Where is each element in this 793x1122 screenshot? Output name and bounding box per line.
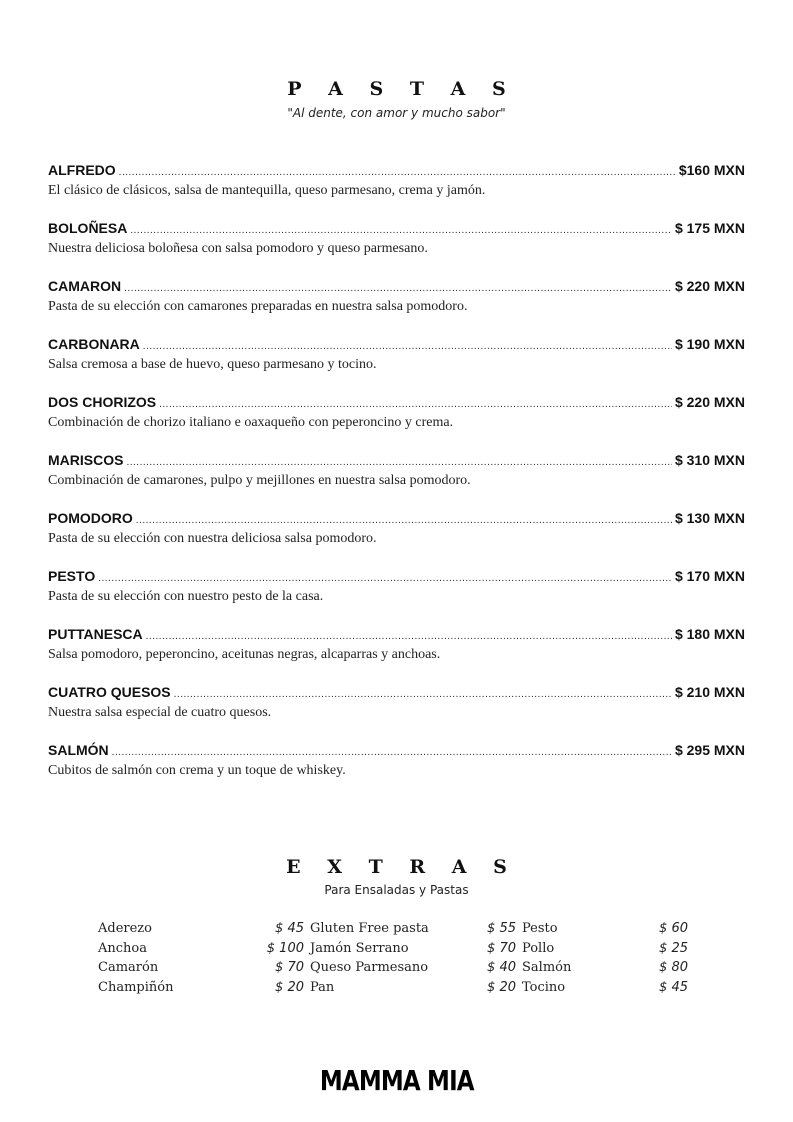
dot-leader xyxy=(174,689,672,700)
extra-item-price: $ 45 xyxy=(659,979,688,995)
menu-item-price: $ 310 MXN xyxy=(674,452,745,468)
logo-text: MAMMA MIA xyxy=(319,1064,474,1097)
menu-item-name: CUATRO QUESOS xyxy=(48,684,171,700)
menu-item-name: DOS CHORIZOS xyxy=(48,394,157,410)
mamma-mia-logo xyxy=(0,1064,793,1097)
extra-item-price: $ 80 xyxy=(659,960,688,976)
menu-item-price: $ 210 MXN xyxy=(674,684,745,700)
menu-item-price: $ 295 MXN xyxy=(674,742,745,758)
dot-leader xyxy=(124,283,672,294)
menu-item xyxy=(48,278,745,336)
menu-item-price: $ 220 MXN xyxy=(674,394,745,410)
menu-item-name: CAMARON xyxy=(48,278,122,294)
extra-item-name: Queso Parmesano xyxy=(310,960,429,976)
menu-item-price: $ 190 MXN xyxy=(674,336,745,352)
extra-item-price: $ 70 xyxy=(275,960,304,976)
menu-item xyxy=(48,742,745,800)
dot-leader xyxy=(136,515,672,526)
pastas-tagline: "Al dente, con amor y mucho sabor" xyxy=(287,106,506,120)
menu-item-line xyxy=(48,452,745,472)
menu-item-name: CARBONARA xyxy=(48,336,140,352)
menu-item xyxy=(48,336,745,394)
menu-item-line xyxy=(48,684,745,704)
menu-item-name: BOLOÑESA xyxy=(48,220,128,236)
menu-item xyxy=(48,452,745,510)
dot-leader xyxy=(159,399,672,410)
extra-item-price: $ 20 xyxy=(275,979,304,995)
extra-item-price: $ 100 xyxy=(266,940,304,956)
menu-item-price: $ 175 MXN xyxy=(674,220,745,236)
menu-item-description: Nuestra deliciosa boloñesa con salsa pomodoro y queso parmesano. xyxy=(48,241,428,256)
menu-item-line xyxy=(48,742,745,762)
menu-item xyxy=(48,394,745,452)
extras-grid xyxy=(98,919,698,997)
extra-item-name: Gluten Free pasta xyxy=(310,921,429,936)
menu-item-name: ALFREDO xyxy=(48,162,116,178)
menu-item-price: $ 170 MXN xyxy=(674,568,745,584)
menu-item-line xyxy=(48,220,745,240)
extra-item-name: Pan xyxy=(310,979,335,995)
menu-item-price: $ 130 MXN xyxy=(674,510,745,526)
menu-item-description: Pasta de su elección con nuestra deliciosa salsa pomodoro. xyxy=(48,531,377,546)
menu-item-price: $160 MXN xyxy=(678,162,745,178)
menu-item xyxy=(48,626,745,684)
extra-item-price: $ 55 xyxy=(487,921,516,936)
menu-item-description: El clásico de clásicos, salsa de mantequilla, queso parmesano, crema y jamón. xyxy=(48,183,486,198)
menu-item-description: Combinación de chorizo italiano e oaxaqueño con peperoncino y crema. xyxy=(48,415,454,430)
menu-item-line xyxy=(48,336,745,356)
menu-item-description: Salsa cremosa a base de huevo, queso parmesano y tocino. xyxy=(48,357,377,372)
dot-leader xyxy=(126,457,672,468)
dot-leader xyxy=(98,573,672,584)
dot-leader xyxy=(112,747,672,758)
extras-section-title: E X T R A S xyxy=(286,856,517,878)
extra-item-price: $ 45 xyxy=(275,921,304,936)
menu-item xyxy=(48,162,745,220)
extra-item-name: Champiñón xyxy=(98,979,174,995)
extra-item-price: $ 40 xyxy=(487,960,516,976)
menu-item-description: Pasta de su elección con camarones preparadas en nuestra salsa pomodoro. xyxy=(48,299,468,314)
menu-item-name: SALMÓN xyxy=(48,742,109,758)
pastas-menu-list xyxy=(48,162,745,800)
menu-item-description: Salsa pomodoro, peperoncino, aceitunas negras, alcaparras y anchoas. xyxy=(48,647,441,662)
extra-item-name: Tocino xyxy=(522,979,566,995)
menu-item-line xyxy=(48,510,745,530)
menu-item-line xyxy=(48,278,745,298)
extra-item-name: Aderezo xyxy=(98,921,152,936)
extra-item-price: $ 25 xyxy=(659,940,688,956)
extra-item-name: Jamón Serrano xyxy=(310,940,409,956)
extra-item-name: Camarón xyxy=(98,960,159,976)
menu-item-description: Combinación de camarones, pulpo y mejillones en nuestra salsa pomodoro. xyxy=(48,473,471,488)
pastas-section-title: P A S T A S xyxy=(287,78,516,100)
extra-item-price: $ 60 xyxy=(659,921,688,936)
menu-item-line xyxy=(48,162,745,182)
extra-item-price: $ 70 xyxy=(487,940,516,956)
extra-item-name: Anchoa xyxy=(98,940,147,956)
menu-item-name: MARISCOS xyxy=(48,452,124,468)
menu-item xyxy=(48,684,745,742)
extra-item-name: Pollo xyxy=(522,940,555,956)
menu-item-price: $ 220 MXN xyxy=(674,278,745,294)
extra-item-name: Salmón xyxy=(522,960,572,976)
dot-leader xyxy=(119,167,676,178)
menu-item-name: POMODORO xyxy=(48,510,133,526)
menu-item xyxy=(48,510,745,568)
menu-item xyxy=(48,568,745,626)
menu-item-name: PUTTANESCA xyxy=(48,626,143,642)
dot-leader xyxy=(130,225,672,236)
dot-leader xyxy=(143,341,672,352)
menu-item-description: Nuestra salsa especial de cuatro quesos. xyxy=(48,705,272,720)
menu-item-description: Pasta de su elección con nuestro pesto de la casa. xyxy=(48,589,324,604)
extra-item-name: Pesto xyxy=(522,921,558,936)
menu-item-description: Cubitos de salmón con crema y un toque de whiskey. xyxy=(48,763,346,778)
menu-item-line xyxy=(48,626,745,646)
dot-leader xyxy=(146,631,672,642)
menu-item-line xyxy=(48,568,745,588)
extra-item-price: $ 20 xyxy=(487,979,516,995)
menu-item-name: PESTO xyxy=(48,568,96,584)
extras-subtitle: Para Ensaladas y Pastas xyxy=(324,883,469,897)
menu-item-price: $ 180 MXN xyxy=(674,626,745,642)
menu-item-line xyxy=(48,394,745,414)
menu-item xyxy=(48,220,745,278)
